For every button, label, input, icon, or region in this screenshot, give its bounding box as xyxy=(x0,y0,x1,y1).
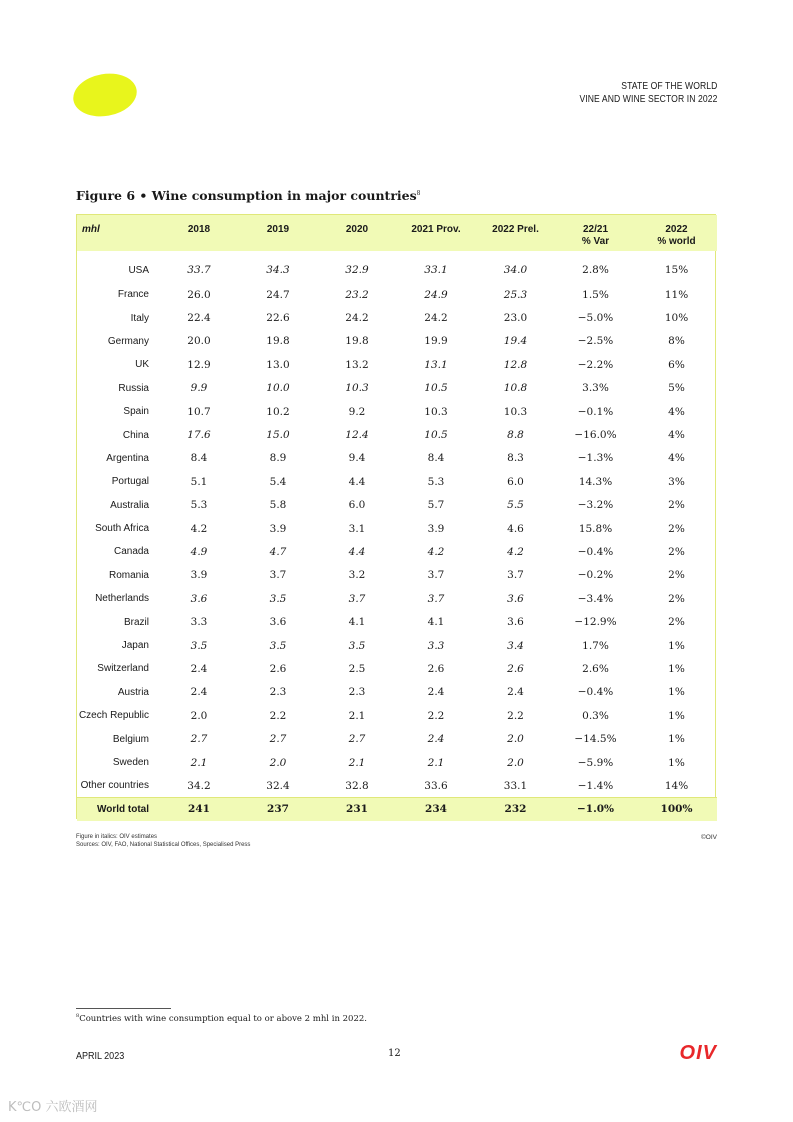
table-cell: 25.3 xyxy=(503,288,528,301)
column-header-line2: % world xyxy=(657,236,696,247)
table-cell: 4.2 xyxy=(190,522,208,535)
table-cell: 33.6 xyxy=(424,779,448,792)
total-cell: 232 xyxy=(476,798,555,821)
table-cell: 3.9 xyxy=(427,522,445,535)
table-row xyxy=(77,494,717,517)
table-row xyxy=(77,681,717,704)
column-header xyxy=(396,215,476,251)
table-cell: −16.0% xyxy=(574,429,617,442)
footnote-text: Countries with wine consumption equal to or above 2 mhl in 2022. xyxy=(79,1013,367,1024)
total-label: World total xyxy=(77,798,160,821)
table-cell: 2% xyxy=(668,499,685,512)
table-cell: 3.5 xyxy=(269,592,287,605)
table-cell: 1% xyxy=(668,756,685,769)
total-cell: 237 xyxy=(238,798,318,821)
table-row xyxy=(77,587,717,610)
table-cell: 4.4 xyxy=(348,475,366,488)
country-name: UK xyxy=(135,359,149,371)
table-cell: 2.4 xyxy=(427,686,445,699)
table-cell: 8.9 xyxy=(269,452,287,465)
decorative-yellow-blob xyxy=(70,69,140,121)
table-cell: 10.5 xyxy=(424,429,448,442)
table-cell: 14% xyxy=(664,779,689,792)
table-cell: 10% xyxy=(664,312,689,325)
table-cell: 17.6 xyxy=(187,429,211,442)
table-cell: 13.0 xyxy=(266,358,290,371)
oiv-logo: OIV xyxy=(679,1042,717,1064)
table-cell: 5.1 xyxy=(190,475,208,488)
table-cell: 3.7 xyxy=(348,592,366,605)
table-cell: 2% xyxy=(668,522,685,535)
column-header-line1: 22/21 xyxy=(582,224,609,235)
country-name: Australia xyxy=(110,499,149,511)
country-name: Brazil xyxy=(123,616,149,628)
footnote xyxy=(76,1013,367,1024)
table-cell: 13.2 xyxy=(345,358,369,371)
table-cell: −3.4% xyxy=(577,592,614,605)
table-cell: 2.4 xyxy=(190,686,208,699)
table-cell: 19.8 xyxy=(266,335,290,348)
table-cell: 22.4 xyxy=(187,312,211,325)
table-cell: 10.7 xyxy=(187,405,211,418)
table-cell: 4.2 xyxy=(507,545,524,558)
country-name: Austria xyxy=(117,686,149,698)
column-header-line1: 2022 Prel. xyxy=(492,224,539,235)
table-cell: 2.4 xyxy=(427,733,445,746)
figure-title xyxy=(76,188,420,203)
table-cell: 4.1 xyxy=(427,616,445,629)
table-cell: 15.8% xyxy=(578,522,613,535)
table-cell: 23.2 xyxy=(345,288,369,301)
table-cell: −0.4% xyxy=(577,545,614,558)
table-cell: 8.4 xyxy=(427,452,445,465)
table-cell: 32.8 xyxy=(345,779,369,792)
table-cell: −12.9% xyxy=(574,616,617,629)
table-cell: 19.8 xyxy=(345,335,369,348)
table-row xyxy=(77,540,717,563)
table-cell: 2.1 xyxy=(427,756,445,769)
table-cell: 8% xyxy=(668,335,685,348)
country-name: Czech Republic xyxy=(78,710,149,722)
table-cell: 3.7 xyxy=(269,569,287,582)
footnote-marker: 8 xyxy=(76,1013,80,1019)
table-cell: 12.4 xyxy=(345,429,369,442)
table-cell: 4% xyxy=(668,405,685,418)
table-cell: 2.1 xyxy=(348,756,366,769)
table-body xyxy=(77,251,717,798)
column-header-line1: 2020 xyxy=(345,224,369,235)
table-row xyxy=(77,400,717,423)
table-row xyxy=(77,610,717,633)
table-cell: 10.8 xyxy=(503,382,528,395)
table-cell: 4.2 xyxy=(427,545,445,558)
table-row xyxy=(77,704,717,727)
table-cell: 4.4 xyxy=(348,545,366,558)
table-cell: 3.5 xyxy=(348,639,366,652)
table-cell: 2% xyxy=(668,592,685,605)
table-cell: 2.6 xyxy=(427,662,445,675)
table-cell: 2% xyxy=(668,569,685,582)
table-cell: 2.3 xyxy=(348,686,366,699)
table-cell: 2.0 xyxy=(269,756,287,769)
table-cell: 3.6 xyxy=(507,616,524,629)
table-cell: 3.7 xyxy=(427,569,445,582)
country-name: Romania xyxy=(108,569,149,581)
table-cell: −5.9% xyxy=(577,756,614,769)
note-italics: Figure in italics: OIV estimates xyxy=(76,834,158,840)
table-cell: 10.2 xyxy=(266,405,290,418)
table-row xyxy=(77,306,717,329)
footer-date: APRIL 2023 xyxy=(76,1051,125,1062)
table-row xyxy=(77,447,717,470)
table-notes xyxy=(76,834,250,849)
table-cell: 8.8 xyxy=(507,429,524,442)
table-row xyxy=(77,283,717,306)
table-cell: 13.1 xyxy=(424,358,448,371)
table-cell: 9.9 xyxy=(190,382,208,395)
table-cell: 3.6 xyxy=(507,592,524,605)
table-cell: 4.1 xyxy=(348,616,366,629)
country-name: Russia xyxy=(118,382,149,394)
table-row xyxy=(77,751,717,774)
table-cell: 4% xyxy=(668,452,685,465)
table-cell: 24.7 xyxy=(266,288,290,301)
table-cell: 2.4 xyxy=(190,662,208,675)
table-cell: 3.7 xyxy=(507,569,524,582)
table-cell: 1.5% xyxy=(582,288,609,301)
table-cell: 1% xyxy=(668,686,685,699)
table-cell: 3% xyxy=(668,475,685,488)
table-cell: 10.3 xyxy=(424,405,448,418)
country-name: Switzerland xyxy=(97,663,149,675)
table-cell: 34.3 xyxy=(266,264,290,276)
header-line-2: VINE AND WINE SECTOR IN 2022 xyxy=(579,94,717,105)
table-cell: 24.2 xyxy=(424,312,448,325)
table-cell: 1% xyxy=(668,733,685,746)
table-cell: 6% xyxy=(668,358,685,371)
table-row xyxy=(77,634,717,657)
table-cell: 5.4 xyxy=(269,475,287,488)
table-cell: 19.9 xyxy=(424,335,448,348)
total-cell: 241 xyxy=(160,798,238,821)
table-cell: 33.7 xyxy=(187,264,211,276)
country-name: Netherlands xyxy=(95,593,149,605)
table-cell: 10.0 xyxy=(266,382,290,395)
table-cell: 3.3% xyxy=(582,382,609,395)
country-name: Japan xyxy=(121,640,149,652)
table-cell: 6.0 xyxy=(507,475,524,488)
column-header xyxy=(476,215,555,251)
world-total-row xyxy=(77,798,717,821)
table-cell: 5.5 xyxy=(507,499,524,512)
table-cell: 2.0 xyxy=(507,756,524,769)
country-name: Other countries xyxy=(80,780,149,792)
table-cell: 2.6 xyxy=(507,662,524,675)
column-header xyxy=(238,215,318,251)
table-cell: 5% xyxy=(668,382,685,395)
country-name: Sweden xyxy=(112,757,149,768)
column-header xyxy=(318,215,396,251)
table-cell: 1% xyxy=(668,639,685,652)
country-name: Belgium xyxy=(112,733,149,745)
table-row xyxy=(77,377,717,400)
table-cell: 10.3 xyxy=(345,382,369,395)
table-cell: 2.4 xyxy=(507,686,524,699)
total-cell: 100% xyxy=(636,798,717,821)
table-cell: 3.4 xyxy=(507,639,524,652)
table-cell: 4.9 xyxy=(190,545,208,558)
table-cell: 32.9 xyxy=(345,264,369,276)
table-cell: 11% xyxy=(664,288,689,301)
table-cell: 2.6% xyxy=(582,662,609,675)
table-cell: 0.3% xyxy=(582,709,609,722)
table-cell: 33.1 xyxy=(424,264,448,276)
country-name: Germany xyxy=(107,335,149,347)
table-cell: 9.4 xyxy=(348,452,366,465)
column-header xyxy=(636,215,717,251)
table-cell: 2.7 xyxy=(190,733,208,746)
table-cell: 3.2 xyxy=(348,569,366,582)
table-cell: −1.4% xyxy=(577,779,614,792)
table-cell: −2.2% xyxy=(577,358,614,371)
country-name: Canada xyxy=(113,546,149,558)
total-cell: 231 xyxy=(318,798,396,821)
table-cell: 14.3% xyxy=(578,475,613,488)
table-cell: 8.4 xyxy=(190,452,208,465)
table-cell: 2.6 xyxy=(269,662,287,675)
table-cell: 32.4 xyxy=(266,779,290,792)
column-header-line1: 2018 xyxy=(187,224,211,235)
table-cell: 5.3 xyxy=(427,475,445,488)
column-header xyxy=(555,215,636,251)
table-cell: 2.0 xyxy=(507,733,524,746)
table-cell: 10.5 xyxy=(424,382,448,395)
table-row xyxy=(77,657,717,680)
table-cell: 15% xyxy=(664,264,689,276)
table-cell: 2.8% xyxy=(582,264,609,276)
table-row xyxy=(77,353,717,376)
table-cell: 2% xyxy=(668,545,685,558)
watermark: K℃O 六欧酒网 xyxy=(8,1100,98,1115)
footnote-divider xyxy=(76,1008,171,1009)
table-cell: 2.2 xyxy=(269,709,287,722)
table-cell: 4.6 xyxy=(507,522,524,535)
table-cell: 23.0 xyxy=(503,312,528,325)
country-name: Spain xyxy=(123,406,149,418)
table-cell: 12.9 xyxy=(187,358,211,371)
table-cell: 2.5 xyxy=(348,662,366,675)
table-row xyxy=(77,470,717,493)
total-cell: 234 xyxy=(396,798,476,821)
table-cell: 20.0 xyxy=(187,335,211,348)
unit-label: mhl xyxy=(82,224,100,235)
note-sources: Sources: OIV, FAO, National Statistical Offices, Specialised Press xyxy=(76,841,251,848)
table-cell: 2.2 xyxy=(507,709,524,722)
table-cell: 3.5 xyxy=(269,639,287,652)
table-cell: 3.6 xyxy=(190,592,208,605)
consumption-table-grid xyxy=(77,215,717,821)
table-cell: 2.2 xyxy=(427,709,445,722)
country-name: China xyxy=(122,429,149,441)
table-cell: 2.1 xyxy=(190,756,208,769)
table-cell: 24.9 xyxy=(424,288,448,301)
table-cell: 3.1 xyxy=(348,522,366,535)
country-name: Italy xyxy=(130,312,149,324)
table-cell: −0.4% xyxy=(577,686,614,699)
table-cell: 6.0 xyxy=(348,499,366,512)
report-header xyxy=(579,80,717,106)
table-cell: 8.3 xyxy=(507,452,524,465)
table-cell: 5.8 xyxy=(269,499,287,512)
table-cell: 1.7% xyxy=(582,639,609,652)
table-cell: 3.5 xyxy=(190,639,208,652)
figure-footnote-marker: 8 xyxy=(416,189,421,197)
column-header xyxy=(160,215,238,251)
table-cell: −14.5% xyxy=(574,733,617,746)
table-header-row xyxy=(77,215,717,251)
table-row xyxy=(77,330,717,353)
column-header-line2: % Var xyxy=(581,236,610,247)
table-row xyxy=(77,423,717,446)
table-cell: 33.1 xyxy=(503,779,528,792)
column-header-line1: 2022 xyxy=(665,224,688,235)
table-cell: 2.1 xyxy=(348,709,366,722)
table-cell: 4% xyxy=(668,429,685,442)
table-cell: −0.2% xyxy=(577,569,614,582)
column-header-line1: 2021 Prov. xyxy=(411,224,461,235)
country-name: USA xyxy=(128,264,149,276)
table-row xyxy=(77,774,717,797)
table-row xyxy=(77,727,717,750)
table-cell: 12.8 xyxy=(503,358,528,371)
table-cell: 3.3 xyxy=(190,616,208,629)
table-row xyxy=(77,564,717,587)
column-header-line1: 2019 xyxy=(266,224,290,235)
table-cell: 34.2 xyxy=(187,779,211,792)
header-line-1: STATE OF THE WORLD xyxy=(620,81,717,92)
table-row xyxy=(77,517,717,540)
table-cell: 9.2 xyxy=(348,405,366,418)
consumption-table xyxy=(76,214,716,819)
table-cell: 19.4 xyxy=(503,335,528,348)
table-cell: −1.3% xyxy=(577,452,614,465)
copyright: ©OIV xyxy=(701,834,717,841)
table-cell: 3.9 xyxy=(269,522,287,535)
table-cell: 26.0 xyxy=(187,288,211,301)
table-cell: 2.0 xyxy=(190,709,208,722)
table-cell: 3.3 xyxy=(427,639,445,652)
country-name: Argentina xyxy=(106,452,149,464)
table-cell: 34.0 xyxy=(503,264,528,276)
table-cell: −0.1% xyxy=(577,405,614,418)
table-cell: 1% xyxy=(668,709,685,722)
table-cell: −3.2% xyxy=(577,499,614,512)
table-cell: 2.7 xyxy=(348,733,366,746)
table-cell: 5.3 xyxy=(190,499,208,512)
table-cell: 2.7 xyxy=(269,733,287,746)
table-cell: −2.5% xyxy=(577,335,614,348)
table-cell: 1% xyxy=(668,662,685,675)
table-cell: 3.7 xyxy=(427,592,445,605)
table-cell: 22.6 xyxy=(266,312,290,325)
total-cell: −1.0% xyxy=(555,798,636,821)
table-cell: 4.7 xyxy=(269,545,287,558)
page-number: 12 xyxy=(388,1048,401,1059)
table-cell: 5.7 xyxy=(427,499,445,512)
table-cell: 2% xyxy=(668,616,685,629)
table-cell: −5.0% xyxy=(577,312,614,325)
figure-title-text: Figure 6 • Wine consumption in major countries xyxy=(76,188,417,203)
table-cell: 15.0 xyxy=(266,429,290,442)
table-cell: 2.3 xyxy=(269,686,287,699)
country-name: Portugal xyxy=(111,476,149,488)
table-row xyxy=(77,251,717,283)
table-cell: 3.6 xyxy=(269,616,287,629)
country-name: South Africa xyxy=(95,523,149,535)
table-cell: 10.3 xyxy=(503,405,528,418)
table-cell: 3.9 xyxy=(190,569,208,582)
country-name: France xyxy=(117,289,149,301)
table-cell: 24.2 xyxy=(345,312,369,325)
